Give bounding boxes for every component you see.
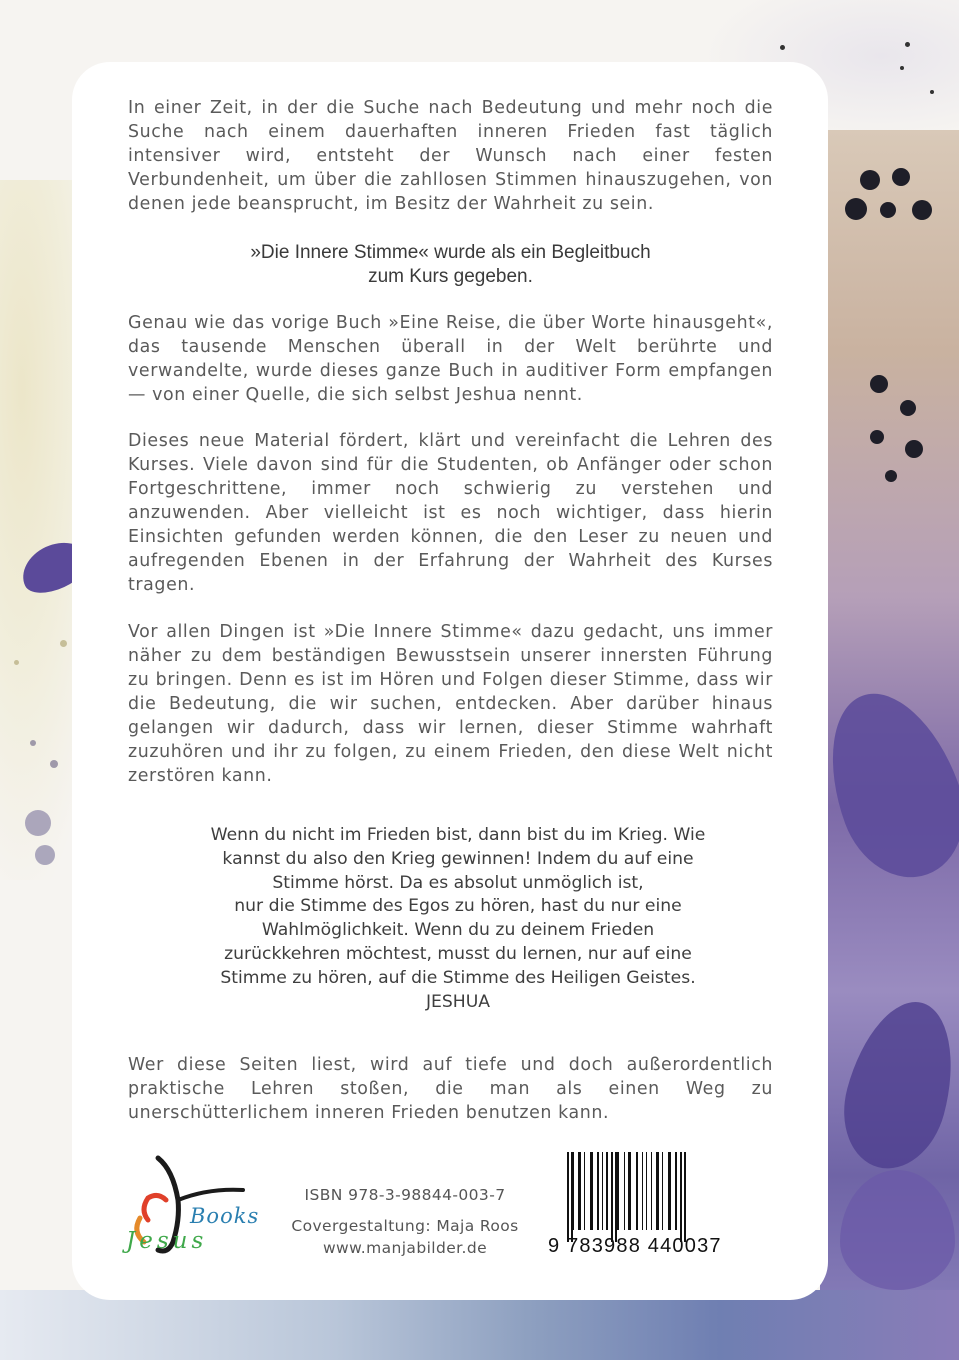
quote-line: kannst du also den Krieg gewinnen! Indem du auf eine bbox=[222, 848, 694, 869]
website-link[interactable]: www.manjabilder.de bbox=[322, 1239, 488, 1257]
barcode-bar bbox=[628, 1152, 631, 1230]
decor-dot bbox=[870, 375, 888, 393]
paragraph-previous-book: Genau wie das vorige Buch »Eine Reise, die über Worte hinausgeht«, das tausende Menschen überall in der Welt berührte und verwandelte, wurde dieses ganze Buch in auditiver Form empfangen — von einer Quelle, die sich selbst Jeshua nennt. bbox=[128, 313, 773, 405]
decor-dot bbox=[860, 170, 880, 190]
isbn-number: ISBN 978-3-98844-003-7 bbox=[304, 1186, 506, 1204]
barcode-bar bbox=[578, 1152, 581, 1230]
quote-line: Wahlmöglichkeit. Wenn du zu deinem Frieden bbox=[261, 920, 655, 941]
background-wash-bottom bbox=[0, 1290, 959, 1360]
cover-credit: Covergestaltung: Maja Roos bbox=[291, 1217, 519, 1235]
decor-dot bbox=[780, 45, 785, 50]
decor-dot bbox=[50, 760, 58, 768]
barcode-bar bbox=[590, 1152, 593, 1230]
quote-line: Stimme hörst. Da es absolut unmöglich ist, bbox=[272, 872, 644, 893]
barcode-bar bbox=[675, 1152, 677, 1230]
barcode-bar bbox=[617, 1152, 619, 1230]
decor-dot bbox=[35, 845, 55, 865]
logo-books-text: Books bbox=[190, 1204, 260, 1228]
paragraph-purpose: Vor allen Dingen ist »Die Innere Stimme« dazu gedacht, uns immer näher zu dem beständigen Bewusstsein unserer innersten Führung zu bringen. Denn es ist im Hören und Folgen dieser Stimme, dass wir die Bedeutung, die wir suchen, entdecken. Aber darüber hinaus gelangen wir dadurch, dass wir lernen, dieser Stimme wahrhaft zuzuhören und ihr zu folgen, zu einem Frieden, den diese Welt nicht zerstören kann. bbox=[128, 622, 773, 786]
decor-dot bbox=[845, 198, 867, 220]
decor-dot bbox=[912, 200, 932, 220]
decor-dot bbox=[905, 440, 923, 458]
jeshua-quote bbox=[128, 824, 788, 1014]
barcode-bar bbox=[668, 1152, 671, 1230]
barcode-bar bbox=[567, 1152, 569, 1242]
barcode-bar bbox=[680, 1152, 682, 1242]
lead-line-1: »Die Innere Stimme« wurde als ein Begleitbuch bbox=[250, 242, 651, 263]
decor-dot bbox=[60, 640, 67, 647]
barcode-bar bbox=[584, 1152, 585, 1230]
quote-line: nur die Stimme des Egos zu hören, hast du nur eine bbox=[234, 896, 682, 917]
decor-dot bbox=[905, 42, 910, 47]
lead-line-2: zum Kurs gegeben. bbox=[368, 266, 533, 287]
decor-dot bbox=[900, 400, 916, 416]
barcode-bar bbox=[662, 1152, 663, 1230]
barcode-bar bbox=[615, 1152, 617, 1242]
decor-dot bbox=[25, 810, 51, 836]
barcode-bar bbox=[573, 1152, 574, 1230]
barcode-bar bbox=[642, 1152, 643, 1230]
barcode-digits: 9 783988 440037 bbox=[548, 1235, 722, 1257]
decor-dot bbox=[870, 430, 884, 444]
decor-dot bbox=[885, 470, 897, 482]
closing-paragraph: Wer diese Seiten liest, wird auf tiefe und doch außerordentlich praktische Lehren stoßen, die man als einen Weg zu unerschütterlichem inneren Frieden benutzen kann. bbox=[128, 1055, 773, 1123]
decor-dot bbox=[900, 66, 904, 70]
barcode-bar bbox=[611, 1152, 613, 1242]
logo-jesus-text: Jesus bbox=[126, 1228, 208, 1254]
quote-line: Wenn du nicht im Frieden bist, dann bist du im Krieg. Wie bbox=[210, 825, 706, 845]
barcode-bar bbox=[651, 1152, 652, 1230]
barcode-bar bbox=[602, 1152, 603, 1230]
decor-dot bbox=[30, 740, 36, 746]
barcode-bar bbox=[597, 1152, 599, 1230]
jesus-books-logo bbox=[118, 1150, 278, 1275]
barcode-bar bbox=[606, 1152, 608, 1230]
barcode-bar bbox=[571, 1152, 573, 1242]
paragraph-material: Dieses neue Material fördert, klärt und vereinfacht die Lehren des Kurses. Viele davon sind für die Studenten, ob Anfänger oder schon Fortgeschrittene, immer noch schwierig zu verstehen und anzuwenden. Aber vielleicht ist es noch wichtiger, dass hierin Einsichten gefunden werden können, die den Leser zu neuen und aufregenden Ebenen in der Erfahrung der Wahrheit des Kurses tragen. bbox=[128, 431, 773, 595]
barcode-bar bbox=[646, 1152, 647, 1230]
quote-line: Stimme zu hören, auf die Stimme des Heiligen Geistes. bbox=[220, 967, 696, 988]
barcode-bar bbox=[624, 1152, 625, 1230]
barcode-bar bbox=[636, 1152, 638, 1230]
barcode-bar bbox=[684, 1152, 686, 1242]
decor-dot bbox=[892, 168, 910, 186]
quote-line: zurückkehren möchtest, musst du lernen, nur auf eine bbox=[224, 943, 692, 964]
quote-author: JESHUA bbox=[425, 991, 491, 1012]
decor-dot bbox=[14, 660, 19, 665]
barcode-bar bbox=[656, 1152, 659, 1230]
decor-dot bbox=[880, 202, 896, 218]
decor-dot bbox=[930, 90, 934, 94]
intro-paragraph: In einer Zeit, in der die Suche nach Bedeutung und mehr noch die Suche nach einem dauerhaften inneren Frieden fast täglich intensiver wird, entsteht der Wunsch nach einer festen Verbundenheit, um über die zahllosen Stimmen hinauszugehen, von denen jede beansprucht, im Besitz der Wahrheit zu sein. bbox=[128, 98, 773, 214]
